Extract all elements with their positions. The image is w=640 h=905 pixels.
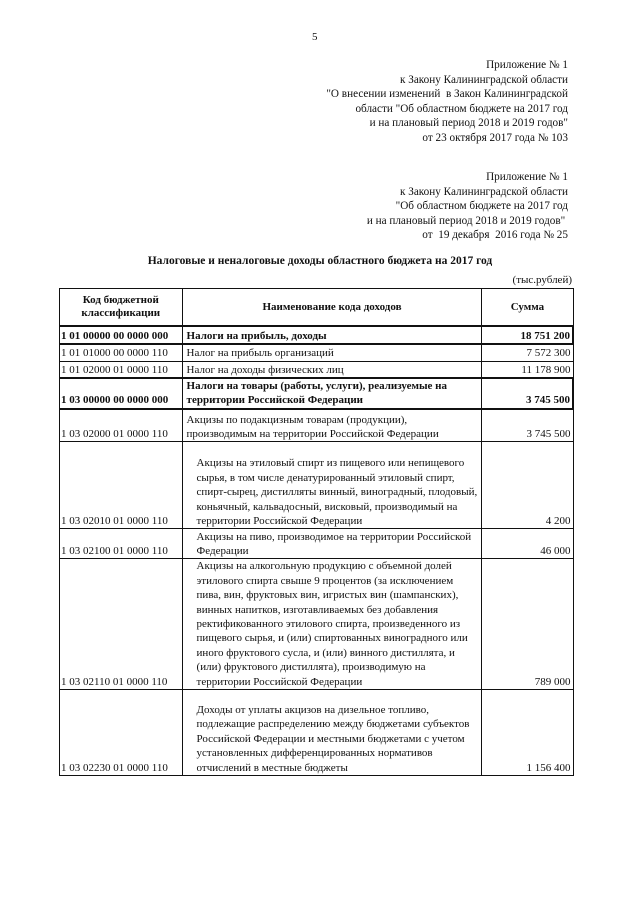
row-sum: 1 156 400 — [482, 689, 573, 775]
appendix-line: области "Об областном бюджете на 2017 год — [355, 102, 568, 115]
appendix-line: Приложение № 1 — [486, 59, 568, 71]
row-code: 1 03 02100 01 0000 110 — [60, 529, 183, 559]
table-row — [60, 361, 574, 378]
row-name: Налог на доходы физических лиц — [182, 361, 482, 378]
row-code: 1 01 02000 01 0000 110 — [60, 361, 183, 378]
row-name: Налоги на прибыль, доходы — [182, 326, 482, 344]
table-row — [60, 326, 574, 344]
document-title: Налоговые и неналоговые доходы областного бюджета на 2017 год — [147, 255, 493, 267]
header-sum: Сумма — [482, 289, 573, 327]
table-row — [60, 409, 574, 442]
row-name: Акцизы на пиво, производимое на территории Российской Федерации — [182, 529, 482, 559]
row-name: Акцизы на этиловый спирт из пищевого или непищевого сырья, в том числе денатурированный этиловый спирт, спирт-сырец, дистилляты винный, виноградный, плодовый, коньячный, кальвадосный, висковый, производимый на территории Российской Федерации — [182, 442, 482, 529]
appendix-line: и на плановый период 2018 и 2019 годов" — [369, 117, 568, 130]
row-name: Налог на прибыль организаций — [182, 344, 482, 361]
appendix-line: к Закону Калининградской области — [400, 73, 568, 86]
revenue-table — [59, 288, 574, 776]
table-row — [60, 689, 574, 775]
row-name: Акцизы по подакцизным товарам (продукции), производимым на территории Российской Федерации — [182, 409, 482, 442]
row-sum: 3 745 500 — [482, 409, 573, 442]
row-code: 1 03 02000 01 0000 110 — [60, 409, 183, 442]
table-row — [60, 344, 574, 361]
row-code: 1 03 02230 01 0000 110 — [60, 689, 183, 775]
row-code: 1 03 00000 00 0000 000 — [60, 378, 183, 409]
row-name: Налоги на товары (работы, услуги), реализуемые на территории Российской Федерации — [182, 378, 482, 409]
row-sum: 4 200 — [482, 442, 573, 529]
appendix-header-original-law — [367, 170, 568, 243]
row-sum: 789 000 — [482, 559, 573, 690]
table-row — [60, 529, 574, 559]
row-code: 1 01 01000 00 0000 110 — [60, 344, 183, 361]
table-row — [60, 378, 574, 409]
table-header-row — [60, 289, 574, 327]
appendix-line: "Об областном бюджете на 2017 год — [395, 200, 568, 213]
appendix-line: и на плановый период 2018 и 2019 годов" — [366, 214, 568, 227]
appendix-line: от 23 октября 2017 года № 103 — [422, 131, 568, 144]
row-name: Акцизы на алкогольную продукцию с объемной долей этилового спирта свыше 9 процентов (за исключением пива, вин, фруктовых вин, игристых вин (шампанских), винных напитков, изготавливаемых без добавления ректификованного этилового спирта, произведенного из пищевого сырья, и (или) спиртованных виноградного или иного фруктового сусла, и (или) винного дистиллята, и (или) фруктового дистиллята), производимую на территории Российской Федерации — [182, 559, 482, 690]
appendix-header-amending-law — [326, 58, 568, 146]
units-label: (тыс.рублей) — [512, 274, 572, 286]
row-code: 1 01 00000 00 0000 000 — [60, 326, 183, 344]
page-number: 5 — [312, 31, 318, 43]
appendix-line: к Закону Калининградской области — [400, 185, 568, 198]
table-row — [60, 559, 574, 690]
row-sum: 11 178 900 — [482, 361, 573, 378]
table-row — [60, 442, 574, 529]
row-sum: 7 572 300 — [482, 344, 573, 361]
appendix-line: Приложение № 1 — [486, 171, 568, 183]
header-code: Код бюджетной классификации — [60, 289, 183, 327]
row-code: 1 03 02010 01 0000 110 — [60, 442, 183, 529]
appendix-line: от 19 декабря 2016 года № 25 — [422, 229, 568, 242]
row-sum: 3 745 500 — [482, 378, 573, 409]
row-name: Доходы от уплаты акцизов на дизельное топливо, подлежащие распределению между бюджетами субъектов Российской Федерации и местными бюджетами с учетом установленных дифференцированных нормативов отчислений в местные бюджеты — [182, 689, 482, 775]
appendix-line: "О внесении изменений в Закон Калининградской — [326, 88, 568, 101]
row-sum: 46 000 — [482, 529, 573, 559]
header-name: Наименование кода доходов — [182, 289, 482, 327]
row-code: 1 03 02110 01 0000 110 — [60, 559, 183, 690]
row-sum: 18 751 200 — [482, 326, 573, 344]
